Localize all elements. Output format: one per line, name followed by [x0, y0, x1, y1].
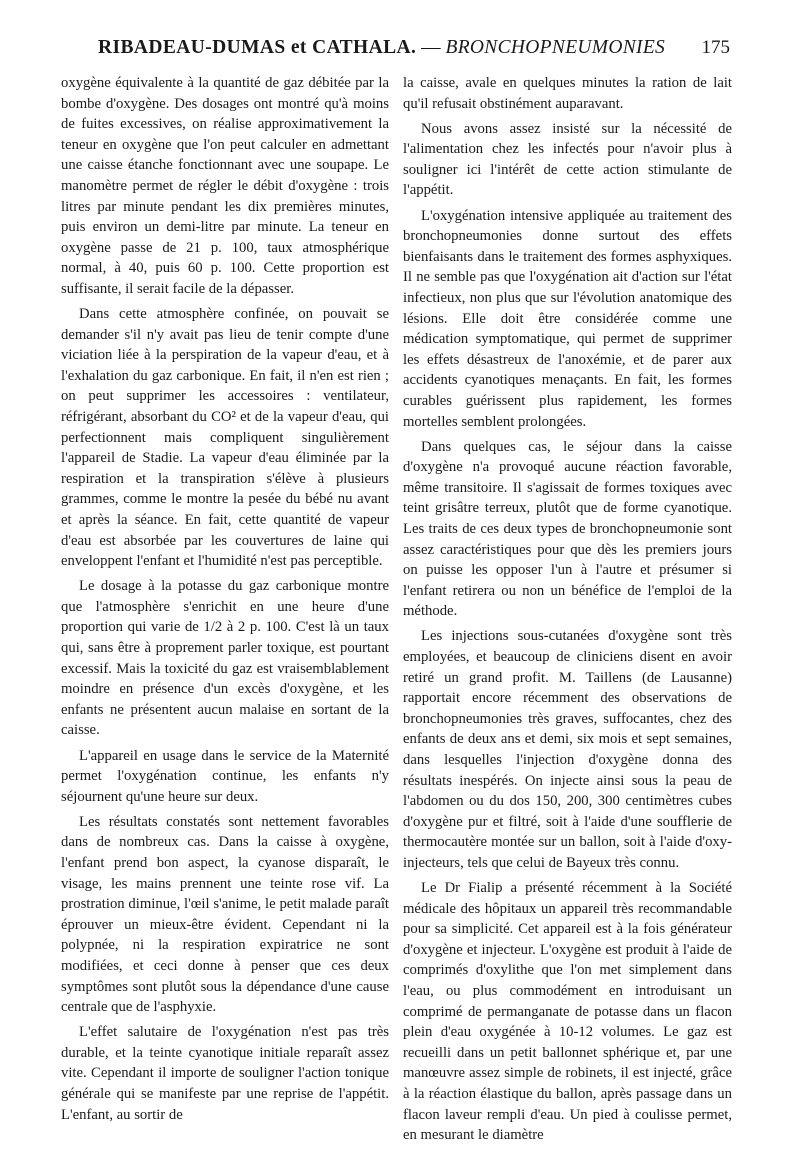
right-column	[403, 73, 732, 1150]
paragraph: Dans cette atmosphère confinée, on pouvait se demander s'il n'y avait pas lieu de tenir compte d'une viciation liée à la perspiration de la vapeur d'eau, et à l'exhalation du gaz carbonique. En fait, il n'en est rien ; on peut supprimer les accessoires : ventilateur, réfrigérant, absorbant du CO² et de la vapeur d'eau, qui perfectionnent mais compliquent singulièrement l'appareil de Stadie. La vapeur d'eau éliminée par la respiration et la transpiration s'élève à plusieurs grammes, comme le montre la pesée du bébé nu avant et après la séance. En fait, cette quantité de vapeur d'eau est absorbée par les couvertures de laine qui enveloppent l'enfant et l'humidité n'est pas perceptible.	[61, 306, 389, 570]
header-title: BRONCHOPNEUMONIES	[445, 37, 666, 58]
paragraph: L'appareil en usage dans le service de la Maternité permet l'oxygénation continue, les enfants n'y séjournent qu'une heure sur deux.	[61, 747, 389, 805]
paragraph: Le Dr Fialip a présenté récemment à la Société médicale des hôpitaux un appareil très recommandable pour sa simplicité. Cet appareil est à la fois générateur d'oxygène et injecteur. L'oxygène est produit à l'aide de comprimés d'oxylithe que l'on met simplement dans l'eau, ou plus commodément en introduisant un comprimé de permanganate de potasse dans un flacon plein d'eau oxygénée à 10-12 volumes. Le gaz est recueilli dans un petit ballonnet sphérique et, par une manœuvre assez simple de robinets, il est injecté, grâce à la réaction élastique du ballon, après passage dans un flacon laveur rempli d'eau. Un pied à coulisse permet, en mesurant le diamètre	[403, 880, 732, 1144]
paragraph: L'effet salutaire de l'oxygénation n'est pas très durable, et la teinte cyanotique initiale reparaît assez vite. Cependant il importe de souligner l'action tonique générale qui se manifeste par une reprise de l'appétit. L'enfant, au sortir de	[61, 1024, 389, 1123]
paragraph: Le dosage à la potasse du gaz carbonique montre que l'atmosphère s'enrichit en une heure d'une proportion qui varie de 1/2 à 2 p. 100. C'est là un taux qui, sans être à proprement parler toxique, est pourtant excessif. Mais la toxicité du gaz est vraisemblablement moindre en présence d'un excès d'oxygène, et les enfants ne présentent aucun malaise en sortant de la caisse.	[61, 578, 389, 739]
paragraph: la caisse, avale en quelques minutes la ration de lait qu'il refusait obstinément auparavant.	[403, 75, 732, 112]
paragraph: Les résultats constatés sont nettement favorables dans de nombreux cas. Dans la caisse à oxygène, l'enfant prend bon aspect, la cyanose disparaît, le visage, les mains prennent une teinte rose vif. La prostration diminue, l'œil s'anime, le petit malade paraît éprouver un mieux-être évident. Cependant ni la polypnée, ni la respiration expiratrice ne sont modifiées, et ceci donne à penser que ces deux symptômes sont plutôt sous la dépendance d'une cause centrale que de l'asphyxie.	[61, 813, 389, 1016]
running-header	[98, 37, 730, 67]
paragraph: oxygène équivalente à la quantité de gaz débitée par la bombe d'oxygène. Des dosages ont montré qu'à moins de fuites excessives, on réalise approximativement la teneur en oxygène que l'on peut calculer en admettant une caisse étanche fonctionnant avec une soupape. Le manomètre permet de régler le débit d'oxygène : trois litres par minute pendant les dix premières minutes, puis environ un demi-litre par minute. La teneur en oxygène passe de 21 p. 100, taux atmosphérique normal, à 40, puis 60 p. 100. Cette proportion est suffisante, il serait facile de la dépasser.	[61, 75, 389, 297]
paragraph: Dans quelques cas, le séjour dans la caisse d'oxygène n'a provoqué aucune réaction favorable, même transitoire. Il s'agissait de formes toxiques avec teint grisâtre terreux, plutôt que de forme cyanotique. Les traits de ces deux types de bronchopneumonie sont assez caractéristiques pour que dès les premiers jours on puisse les opposer l'un à l'autre et présumer si l'enfant retirera ou non un bénéfice de l'emploi de la méthode.	[403, 438, 732, 620]
header-separator: —	[421, 37, 441, 58]
left-column	[61, 73, 389, 1130]
paragraph: Les injections sous-cutanées d'oxygène sont très employées, et beaucoup de cliniciens disent en avoir retiré un grand profit. M. Taillens (de Lausanne) rapportait encore récemment des observations de bronchopneumonies très graves, suffocantes, chez des enfants de deux ans et demi, six mois et sept semaines, dans lesquelles l'injection d'oxygène donna des résultats inespérés. On injecte ainsi sous la peau de l'abdomen ou du dos 150, 200, 300 centimètres cubes d'oxygène pur et filtré, soit à l'aide d'une soufflerie de thermocautère montée sur un ballon, soit à l'aide d'oxy-injecteurs, tels que celui de Bayeux très connu.	[403, 628, 732, 871]
header-authors: RIBADEAU-DUMAS et CATHALA.	[98, 37, 417, 58]
paragraph: L'oxygénation intensive appliquée au traitement des bronchopneumonies donne surtout des effets bienfaisants dans le traitement des formes asphyxiques. Il ne semble pas que l'oxygénation ait d'action sur l'état infectieux, non plus que sur l'évolution anatomique des lésions. Elle doit être considérée comme une médication symptomatique, qui permet de supprimer les effets désastreux de l'anoxémie, et de parer aux accidents cyanotiques menaçants. En fait, les formes curables guérissent plus rapidement, les formes mortelles semblent prolongées.	[403, 207, 732, 430]
header-left	[98, 37, 665, 59]
page-number: 175	[701, 37, 730, 58]
paragraph: Nous avons assez insisté sur la nécessité de l'alimentation chez les infectés pour n'avoir plus à souligner ici l'intérêt de cette action stimulante de l'appétit.	[403, 120, 732, 199]
